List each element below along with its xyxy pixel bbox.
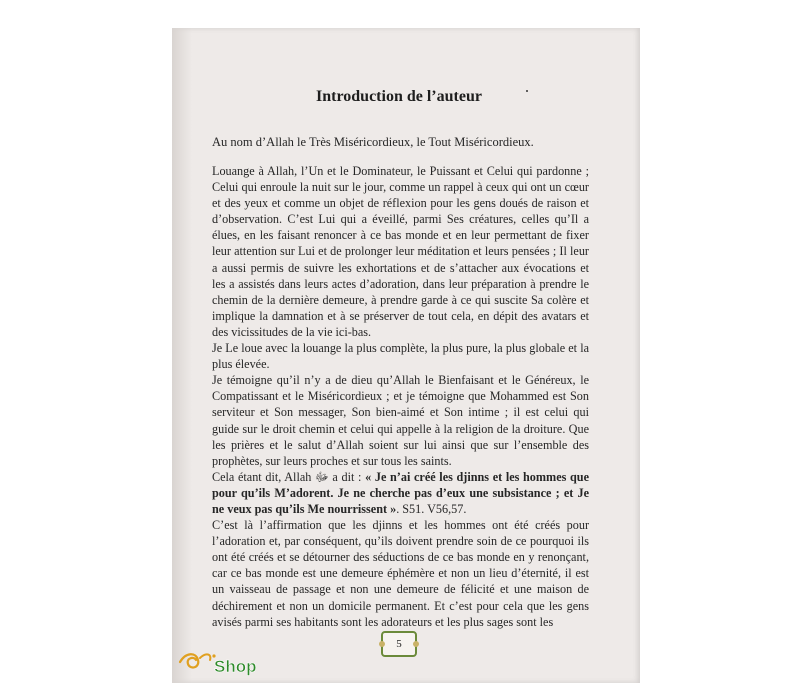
page-number-frame: [381, 631, 417, 657]
paragraph: Louange à Allah, l’Un et le Dominateur, le Puissant et Celui qui pardonne ; Celui qui enroule la nuit sur le jour, comme un rappel à ceux qui ont un cœur et des yeux et comme un objet de réflexion pour les gens doués de raison et d’observation. C’est Lui qui a éveillé, parmi Ses créatures, celles qu’Il a élues, en les faisant renoncer à ce bas monde et en leur permettant de fixer leur attention sur Lui et de prolonger leur méditation et leurs pensées ; Il leur a aussi permis de suivre les exhortations et de s’attacher aux évocations et les a assistés dans leurs actes d’adoration, dans leur préparation à prendre le chemin de la dernière demeure, à prendre garde à ce qui suscite Sa colère et implique la damnation et à se préserver de tout cela, en dépit des avatars et des vicissitudes de la vie ici-bas.: [212, 164, 589, 339]
paragraph: Je témoigne qu’il n’y a de dieu qu’Allah le Bienfaisant et le Généreux, le Compatissant et le Miséricordieux ; et je témoigne que Mohammed est Son serviteur et Son messager, Son bien-aimé et Son intime ; il est celui qui guide sur le droit chemin et celui qui appelle à la religion de la droiture. Que les prières et le salut d’Allah soient sur lui ainsi que sur l’ensemble des prophètes, sur leurs proches et sur tous les saints.: [212, 373, 589, 468]
quran-quote: « Je n’ai créé les djinns et les hommes que pour qu’ils M’adorent. Je ne cherche pas d’eux une subsistance ; et Je ne veux pas qu’ils Me nourrissent »: [212, 469, 589, 516]
paragraph: Je Le loue avec la louange la plus complète, la plus pure, la plus globale et la plus élevée.: [212, 341, 589, 372]
quote-paragraph: [212, 469, 589, 517]
shop-logo-icon: [180, 654, 216, 667]
ink-dot: [526, 90, 528, 92]
body-text: [212, 163, 589, 630]
paragraph: C’est là l’affirmation que les djinns et les hommes ont été créés pour l’adoration et, par conséquent, qu’ils doivent prendre soin de ce pourquoi ils ont été créés et se détourner des séductions de ce bas monde en y renonçant, car ce bas monde est une demeure éphémère et non un lieu d’éternité, il est un vaisseau de passage et non une demeure de félicité et une maison de déchirement et non un domicile permanent. Et c’est pour cela que les gens avisés parmi ses habitants sont les adorateurs et les plus sages sont les: [212, 518, 589, 629]
basmala-line: Au nom d’Allah le Très Miséricordieux, le Tout Miséricordieux.: [212, 135, 534, 149]
shop-logo-text: Shop: [214, 657, 257, 676]
shop-logo: [176, 648, 288, 678]
watermark-text: muslimshop.fr: [726, 60, 798, 501]
quote-intro: Cela étant dit, Allah ﷻ a dit :: [212, 469, 366, 484]
page-gutter-shadow: [172, 28, 192, 683]
page-number: 5: [396, 638, 402, 650]
quote-reference: . S51. V56,57.: [396, 501, 467, 516]
page-title: Introduction de l’auteur: [316, 88, 482, 105]
